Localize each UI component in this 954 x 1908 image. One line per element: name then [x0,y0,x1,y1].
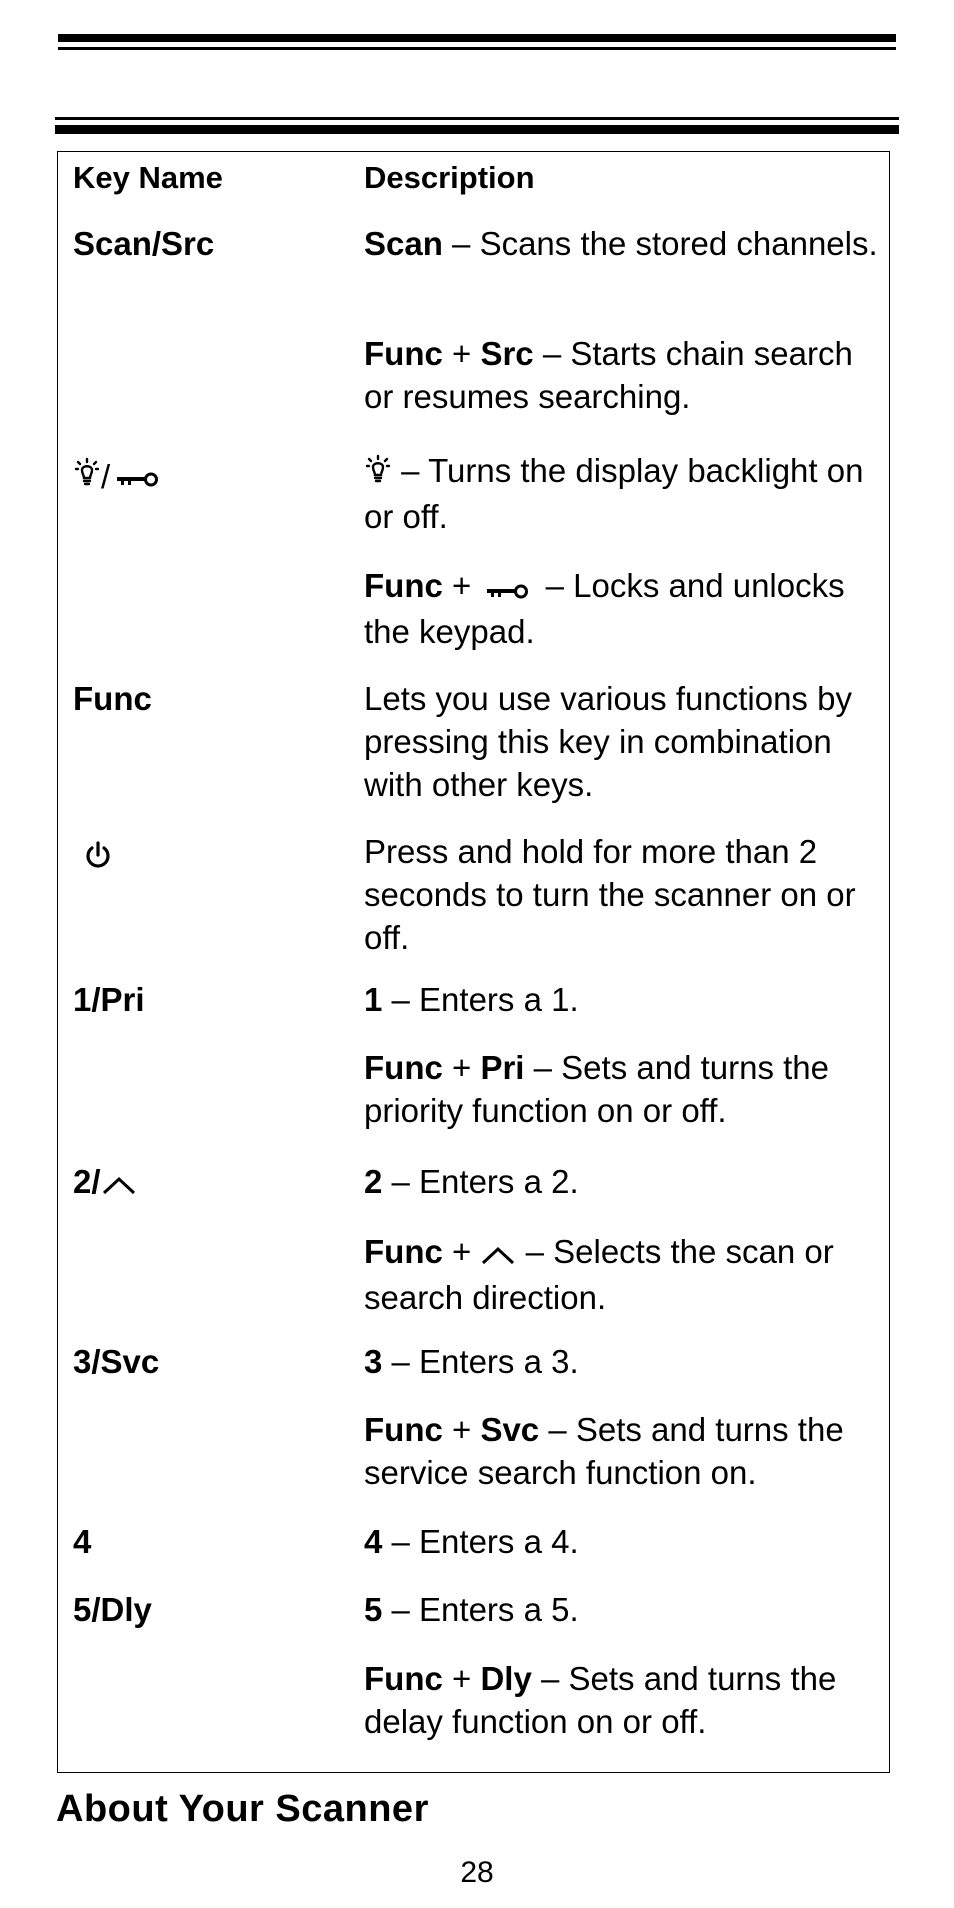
table-rule-thin [55,117,899,120]
key-description-table [57,151,890,1773]
backlight-icon [73,455,101,498]
desc-2: 2 – Enters a 2. [364,1163,579,1200]
section-title: About Your Scanner [56,1788,429,1830]
desc-backlight: – Turns the display backlight on or off. [364,452,864,535]
desc-5: 5 – Enters a 5. [364,1591,579,1628]
desc-3: 3 – Enters a 3. [364,1343,579,1380]
key-2-up: 2/ [73,1160,137,1206]
key-separator: / [101,457,111,495]
desc-func-pri: Func + Pri – Sets and turns the priority function on or off. [364,1049,829,1129]
key-power [84,834,112,880]
header-key-name: Key Name [73,160,223,195]
key-1-pri: 1/Pri [73,981,145,1018]
desc-func-dly: Func + Dly – Sets and turns the delay function on or off. [364,1660,837,1740]
desc-func-src: Func + Src – Starts chain search or resumes searching. [364,335,853,415]
key-scan-src: Scan/Src [73,225,215,262]
top-rule-thick [58,34,896,42]
backlight-icon [364,452,392,495]
key-lock-icon [116,455,160,498]
key-backlight-lock [73,452,160,498]
desc-4: 4 – Enters a 4. [364,1523,579,1560]
desc-scan: Scan – Scans the stored channels. [364,225,878,262]
power-icon [84,837,112,880]
desc-func-svc: Func + Svc – Sets and turns the service search function on. [364,1411,844,1491]
page-number: 28 [460,1856,494,1889]
desc-func-up: Func + – Selects the scan or search direction. [364,1233,834,1316]
desc-func-lock: Func + – Locks and unlocks the keypad. [364,567,845,650]
top-rule-thin [58,47,896,50]
key-5-dly: 5/Dly [73,1591,152,1628]
chevron-up-icon [480,1233,516,1276]
header-description: Description [364,160,535,195]
desc-func: Lets you use various functions by pressing this key in combination with other keys. [364,680,852,803]
desc-power: Press and hold for more than 2 seconds to turn the scanner on or off. [364,833,856,956]
key-func: Func [73,680,152,717]
key-4: 4 [73,1523,92,1560]
chevron-up-icon [101,1163,137,1206]
key-lock-icon [486,567,530,610]
table-rule-thick [55,125,899,134]
key-3-svc: 3/Svc [73,1343,160,1380]
desc-1: 1 – Enters a 1. [364,981,579,1018]
